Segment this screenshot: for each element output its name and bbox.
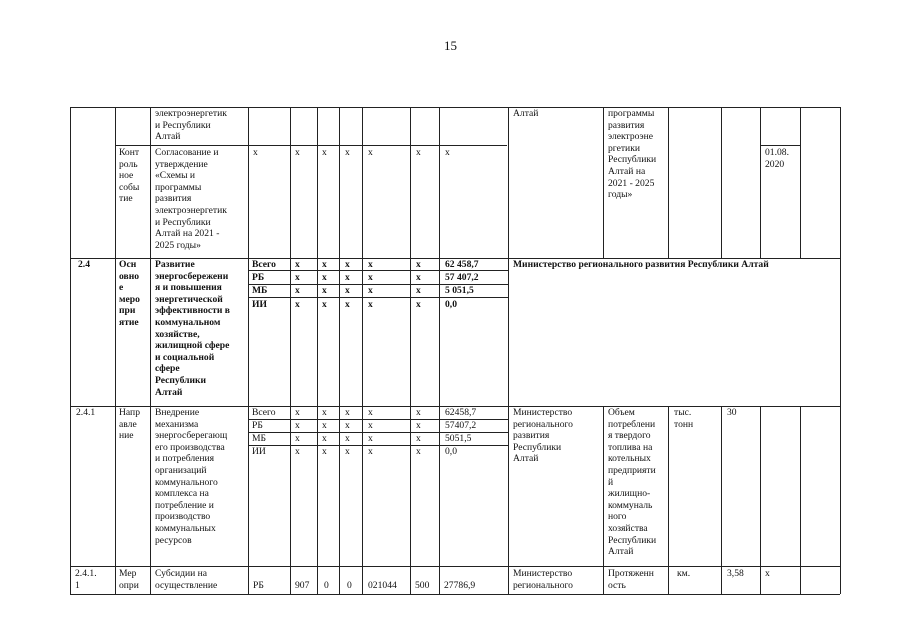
control-event-cell: х bbox=[295, 147, 300, 158]
row-divider bbox=[248, 297, 508, 298]
row-2-4-1-unit: тыс. тонн bbox=[674, 407, 694, 430]
funding-source-label: МБ bbox=[252, 285, 268, 297]
funding-cell: х bbox=[295, 259, 300, 270]
table-border-left bbox=[70, 107, 71, 594]
row-2-4-1-1-cell: 0 bbox=[347, 580, 352, 591]
funding-cell: х bbox=[416, 272, 421, 284]
column-divider bbox=[248, 107, 249, 594]
column-divider bbox=[760, 107, 761, 258]
row-2-4-number: 2.4 bbox=[78, 259, 90, 270]
funding-cell: х bbox=[322, 259, 327, 270]
funding-cell: х bbox=[368, 420, 373, 431]
funding-cell: х bbox=[345, 298, 350, 310]
control-event-cell: х bbox=[368, 147, 373, 158]
control-event-cell: х bbox=[322, 147, 327, 158]
column-divider bbox=[800, 406, 801, 594]
row-2-4-1-1-value: 3,58 bbox=[727, 568, 744, 579]
row-2-4-1-executor: Министерство регионального развития Республики Алтай bbox=[513, 407, 573, 465]
funding-amount: 57 407,2 bbox=[445, 272, 479, 284]
funding-cell: х bbox=[345, 433, 350, 444]
funding-source-label: МБ bbox=[252, 433, 267, 444]
row-divider bbox=[248, 445, 508, 446]
column-divider bbox=[668, 107, 669, 258]
row-2-4-1-1-cell: 021044 bbox=[368, 580, 397, 591]
funding-source-label: РБ bbox=[252, 272, 265, 284]
funding-cell: х bbox=[295, 407, 300, 418]
continuation-item-text: электроэнергетик и Республики Алтай bbox=[155, 108, 227, 143]
funding-cell: х bbox=[368, 285, 373, 297]
funding-amount: 57407,2 bbox=[445, 420, 477, 431]
row-2-4-1-1-number: 2.4.1. 1 bbox=[75, 568, 97, 591]
funding-cell: х bbox=[368, 298, 373, 310]
funding-amount: 5 051,5 bbox=[445, 285, 474, 297]
funding-cell: х bbox=[322, 407, 327, 418]
funding-cell: х bbox=[416, 407, 421, 418]
column-divider bbox=[439, 107, 440, 594]
row-2-4-1-value: 30 bbox=[727, 407, 737, 418]
control-event-cell: х bbox=[445, 147, 450, 158]
row-divider bbox=[760, 145, 800, 146]
funding-source-label: ИИ bbox=[252, 298, 267, 310]
row-2-4-1-1-cell: 500 bbox=[415, 580, 430, 591]
row-2-4-1-1-cell: 0 bbox=[324, 580, 329, 591]
column-divider bbox=[508, 107, 509, 594]
funding-cell: х bbox=[416, 446, 421, 457]
funding-cell: х bbox=[345, 446, 350, 457]
column-divider bbox=[721, 406, 722, 594]
control-event-cell: х bbox=[345, 147, 350, 158]
control-event-name: Согласование и утверждение «Схемы и программы развития электроэнергетик и Республики Алтай на 2021 - 2025 годы» bbox=[155, 147, 227, 251]
column-divider bbox=[290, 107, 291, 594]
row-2-4-1-1-cell: РБ bbox=[253, 580, 264, 591]
control-event-cell: х bbox=[416, 147, 421, 158]
funding-cell: х bbox=[295, 446, 300, 457]
funding-cell: х bbox=[345, 285, 350, 297]
row-2-4-1-1-executor: Министерство регионального bbox=[513, 568, 573, 591]
funding-cell: х bbox=[368, 259, 373, 270]
continuation-indicator: программы развития электроэне ргетики Республики Алтай на 2021 - 2025 годы» bbox=[608, 108, 657, 201]
column-divider bbox=[721, 107, 722, 258]
funding-cell: х bbox=[416, 433, 421, 444]
funding-source-label: ИИ bbox=[252, 446, 266, 457]
row-2-4-1-number: 2.4.1 bbox=[76, 407, 96, 418]
column-divider bbox=[115, 107, 116, 594]
row-2-4-1-1-type: Мер опри bbox=[119, 568, 139, 591]
row-2-4-type: Осн овно е меро при ятие bbox=[119, 259, 140, 328]
funding-cell: х bbox=[345, 259, 350, 270]
funding-cell: х bbox=[322, 433, 327, 444]
funding-cell: х bbox=[368, 407, 373, 418]
row-2-4-executor: Министерство регионального развития Республики Алтай bbox=[513, 259, 769, 270]
funding-amount: 62458,7 bbox=[445, 407, 477, 418]
row-2-4-1-1-cell: 907 bbox=[295, 580, 310, 591]
row-2-4-1-type: Напр авле ние bbox=[119, 407, 140, 442]
column-divider bbox=[603, 107, 604, 258]
row-2-4-name: Развитие энергосбережени я и повышения энергетической эффективности в коммунальном хозяйстве, жилищной сфере и социальной сфере Республики Алтай bbox=[155, 259, 230, 398]
funding-amount: 0,0 bbox=[445, 446, 457, 457]
funding-cell: х bbox=[345, 272, 350, 284]
column-divider bbox=[668, 406, 669, 594]
funding-cell: х bbox=[295, 420, 300, 431]
funding-cell: х bbox=[322, 446, 327, 457]
funding-cell: х bbox=[416, 420, 421, 431]
control-event-type: Конт роль ное собы тие bbox=[119, 147, 140, 205]
page-number: 15 bbox=[444, 38, 457, 53]
table-border-bottom bbox=[70, 594, 840, 595]
funding-cell: х bbox=[345, 407, 350, 418]
row-2-4-1-name: Внедрение механизма энергосберегающ его производства и потребления организаций коммунального комплекса на потребление и производство коммунальных ресурсов bbox=[155, 407, 228, 546]
row-2-4-1-1-name: Субсидии на осуществление bbox=[155, 568, 218, 591]
row-divider bbox=[70, 566, 840, 567]
funding-cell: х bbox=[295, 433, 300, 444]
column-divider bbox=[362, 107, 363, 594]
funding-cell: х bbox=[368, 433, 373, 444]
funding-cell: х bbox=[368, 446, 373, 457]
funding-cell: х bbox=[368, 272, 373, 284]
row-2-4-1-1-cell: 27786,9 bbox=[444, 580, 476, 591]
column-divider bbox=[603, 406, 604, 594]
column-divider bbox=[800, 107, 801, 258]
funding-amount: 0,0 bbox=[445, 298, 457, 310]
funding-cell: х bbox=[322, 420, 327, 431]
funding-amount: 5051,5 bbox=[445, 433, 472, 444]
row-2-4-1-indicator: Объем потреблени я твердого топлива на котельных предприяти й жилищно- коммуналь ного хозяйства Республики Алтай bbox=[608, 407, 657, 558]
funding-cell: х bbox=[322, 298, 327, 310]
funding-source-label: Всего bbox=[252, 407, 276, 418]
funding-cell: х bbox=[345, 420, 350, 431]
funding-cell: х bbox=[416, 259, 421, 270]
funding-cell: х bbox=[322, 285, 327, 297]
funding-cell: х bbox=[416, 298, 421, 310]
control-event-cell: х bbox=[253, 147, 258, 158]
funding-source-label: Всего bbox=[252, 259, 276, 270]
control-event-date: 01.08. 2020 bbox=[765, 147, 789, 170]
column-divider bbox=[760, 406, 761, 594]
funding-amount: 62 458,7 bbox=[445, 259, 479, 270]
funding-cell: х bbox=[295, 298, 300, 310]
column-divider bbox=[339, 107, 340, 594]
table-border-right bbox=[840, 107, 841, 594]
funding-cell: х bbox=[416, 285, 421, 297]
funding-cell: х bbox=[295, 285, 300, 297]
row-2-4-1-1-unit: км. bbox=[677, 568, 691, 579]
row-divider bbox=[115, 145, 507, 146]
column-divider bbox=[317, 107, 318, 594]
funding-cell: х bbox=[322, 272, 327, 284]
row-2-4-1-1-indicator: Протяженн ость bbox=[608, 568, 654, 591]
continuation-executor: Алтай bbox=[513, 108, 539, 119]
column-divider bbox=[410, 107, 411, 594]
row-2-4-1-1-last: х bbox=[765, 568, 770, 579]
funding-source-label: РБ bbox=[252, 420, 263, 431]
column-divider bbox=[150, 107, 151, 594]
funding-cell: х bbox=[295, 272, 300, 284]
